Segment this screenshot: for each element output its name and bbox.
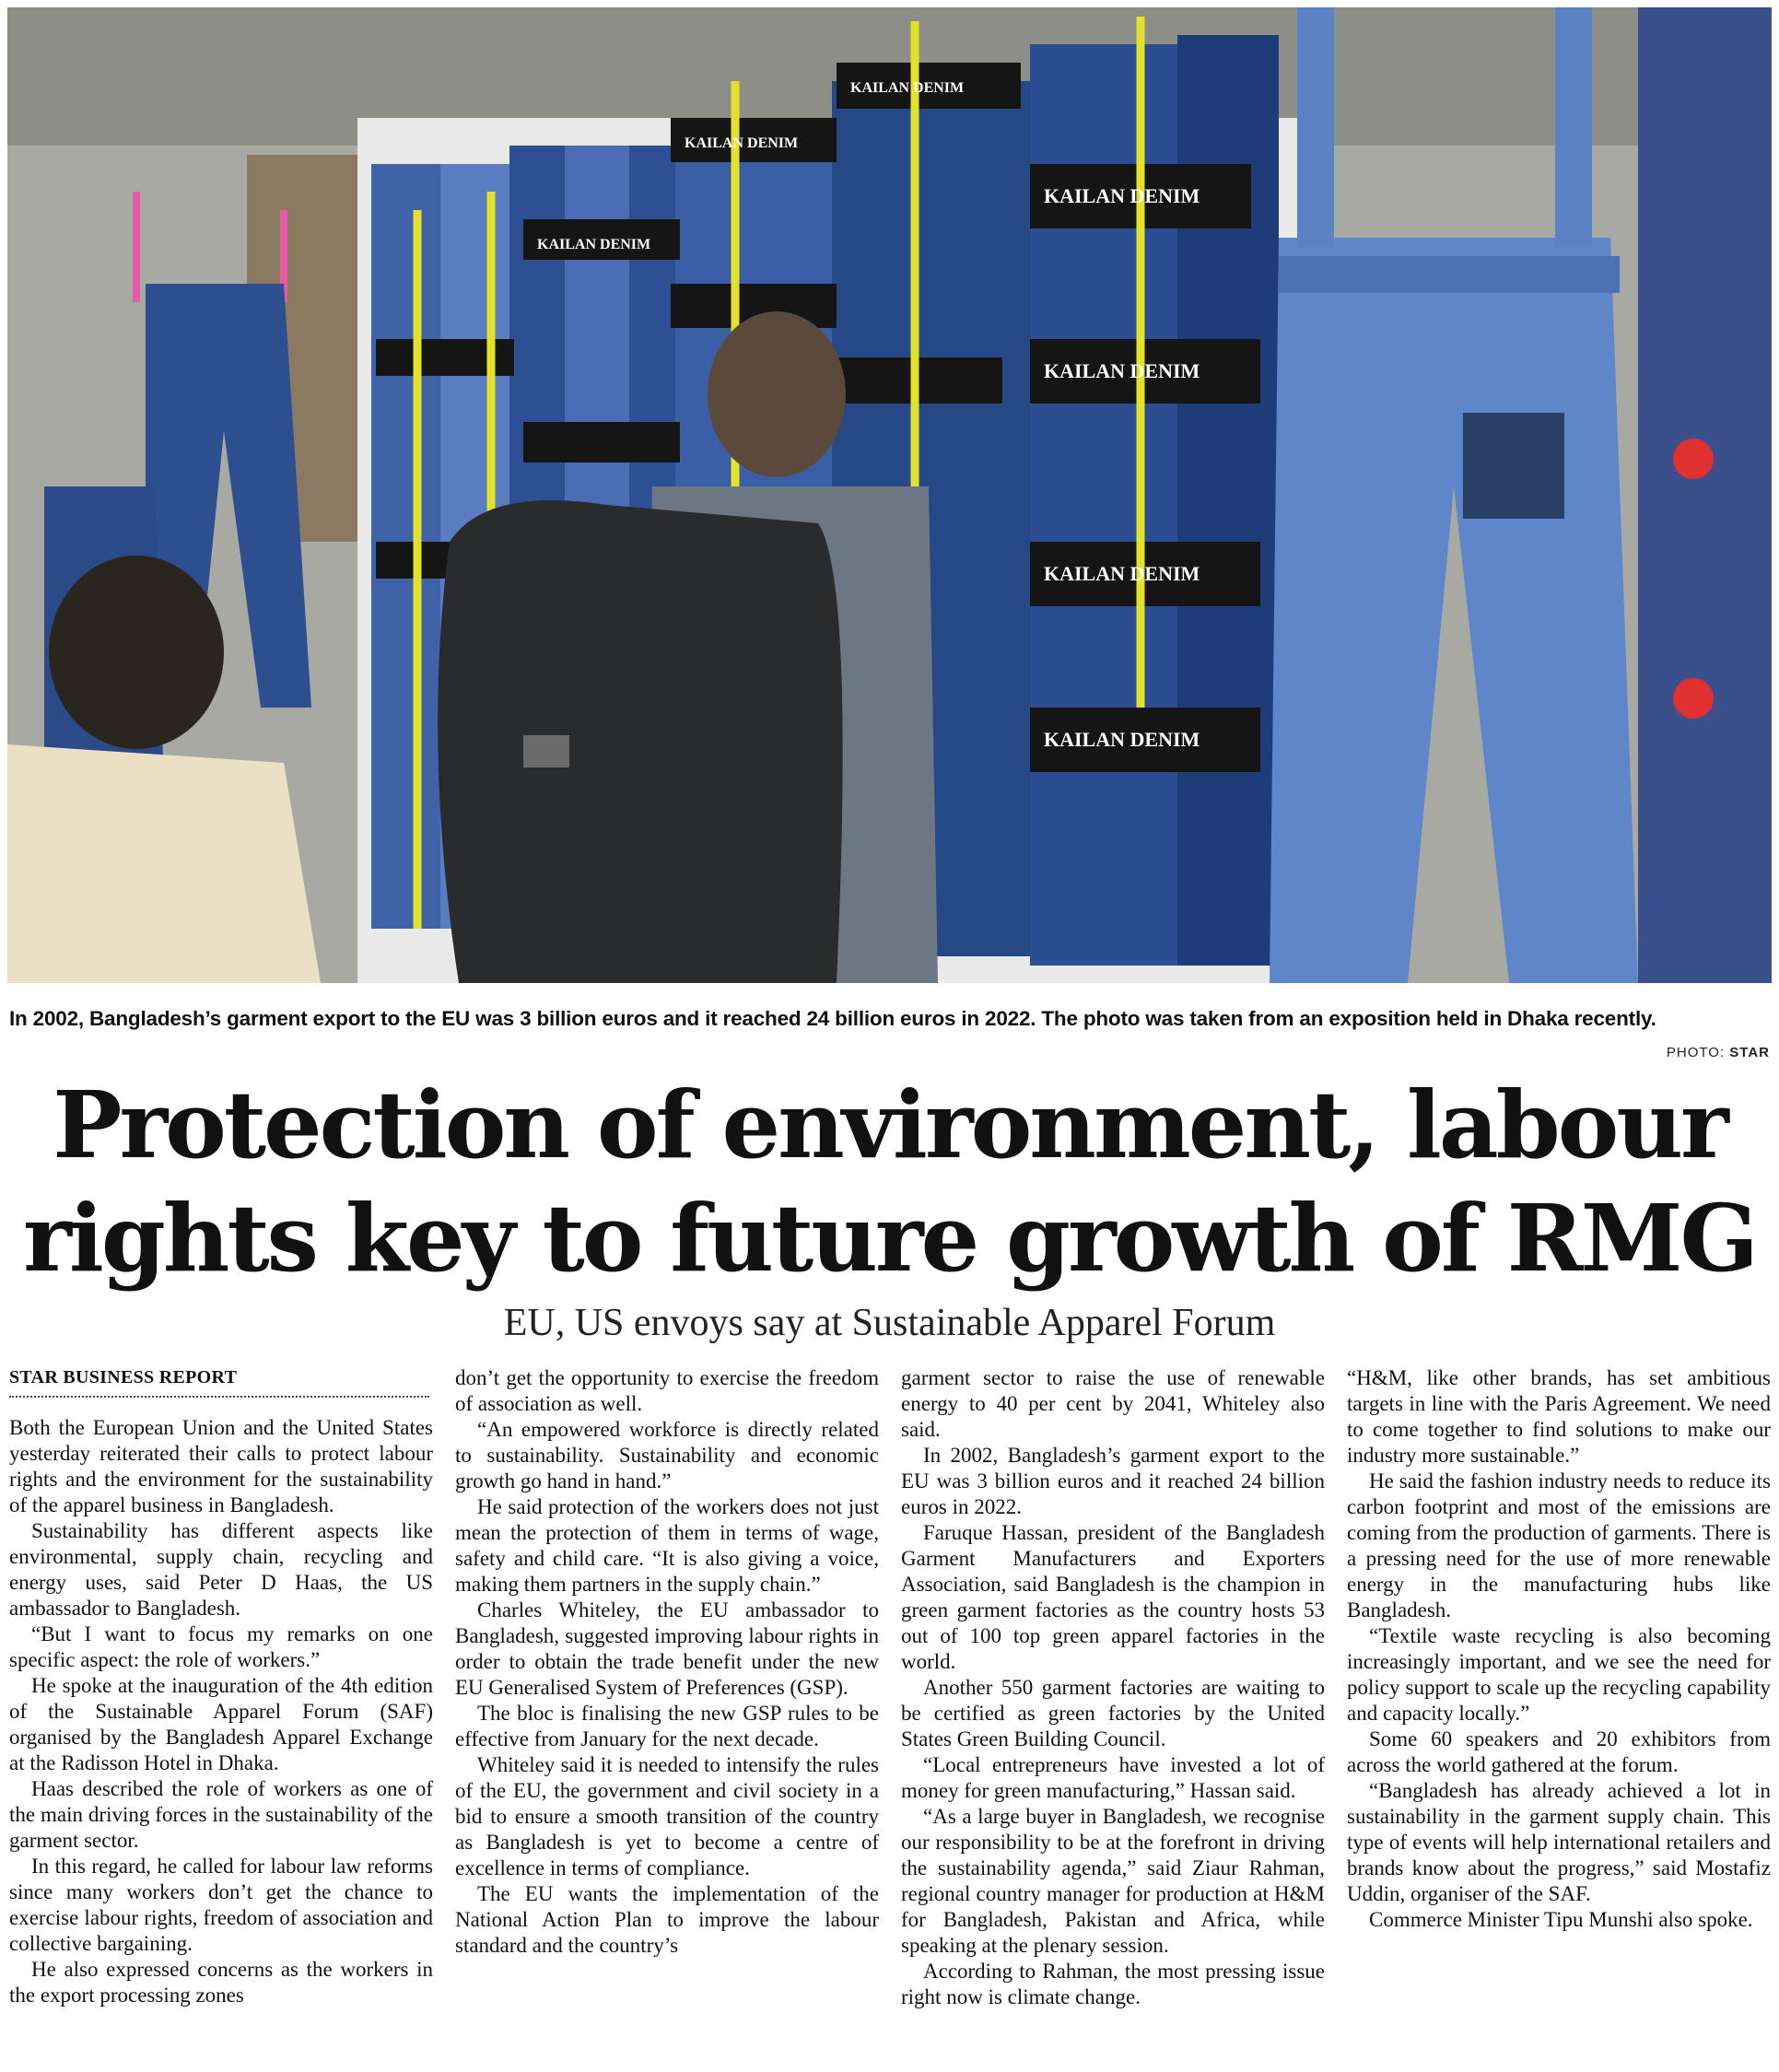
brand-tag-label: KAILAN DENIM [537, 237, 651, 252]
paragraph: The bloc is finalising the new GSP rules to be effective from January for the next decade. [455, 1702, 879, 1750]
paragraph: don’t get the opportunity to exercise the freedom of association as well. [455, 1366, 879, 1415]
brand-tag-label: KAILAN DENIM [1044, 359, 1200, 382]
paragraph: Sustainability has different aspects like environmental, supply chain, recycling and energy uses, said Peter D Haas, the US ambassador to Bangladesh. [9, 1519, 433, 1620]
paragraph: “H&M, like other brands, has set ambitious targets in line with the Paris Agreement. We need to come together to find solutions to make our industry more sustainable.” [1347, 1366, 1771, 1467]
article-column-3 [901, 1365, 1325, 2010]
brand-tag-label: KAILAN DENIM [1044, 728, 1200, 751]
photo-caption: In 2002, Bangladesh’s garment export to the EU was 3 billion euros and it reached 24 billion euros in 2022. The photo was taken from an exposition held in Dhaka recently. [9, 1007, 1656, 1030]
paragraph: “As a large buyer in Bangladesh, we recognise our responsibility to be at the forefront in driving the sustainability agenda,” said Ziaur Rahman, regional country manager for production at H&M for Bangladesh, Pakistan and Africa, while speaking at the plenary session. [901, 1805, 1325, 1957]
paragraph: “An empowered workforce is directly related to sustainability. Sustainability and economic growth go hand in hand.” [455, 1418, 879, 1493]
article-column-1 [9, 1415, 433, 2008]
brand-tag-label: KAILAN DENIM [1044, 562, 1200, 585]
paragraph: Faruque Hassan, president of the Bangladesh Garment Manufacturers and Exporters Association, said Bangladesh is the champion in green garment factories as the country hosts 53 out of 100 top green apparel factories in the world. [901, 1521, 1325, 1673]
paragraph: garment sector to raise the use of renewable energy to 40 per cent by 2041, Whiteley also said. [901, 1366, 1325, 1441]
paragraph: Another 550 garment factories are waiting to be certified as green factories by the United States Green Building Council. [901, 1676, 1325, 1750]
paragraph: Haas described the role of workers as one of the main driving forces in the sustainability of the garment sector. [9, 1777, 433, 1852]
paragraph: The EU wants the implementation of the National Action Plan to improve the labour standard and the country’s [455, 1882, 879, 1957]
paragraph: He said protection of the workers does not just mean the protection of them in terms of wage, safety and child care. “It is also giving a voice, making them partners in the supply chain.” [455, 1495, 879, 1596]
paragraph: He said the fashion industry needs to reduce its carbon footprint and most of the emissions are coming from the production of garments. There is a pressing need for the use of more renewable energy in the manufacturing hubs like Bangladesh. [1347, 1469, 1771, 1621]
paragraph: “Bangladesh has already achieved a lot in sustainability in the garment supply chain. This type of events will help international retailers and brands know about the progress,” said Mostafiz Uddin, organiser of the SAF. [1347, 1779, 1771, 1905]
article-photo [7, 7, 1772, 983]
paragraph: In this regard, he called for labour law reforms since many workers don’t get the chance to exercise labour rights, freedom of association and collective bargaining. [9, 1855, 433, 1955]
headline [0, 1069, 1779, 1295]
paragraph: He spoke at the inauguration of the 4th edition of the Sustainable Apparel Forum (SAF) organised by the Bangladesh Apparel Exchange at the Radisson Hotel in Dhaka. [9, 1674, 433, 1774]
denim-exhibition-photo [7, 7, 1772, 983]
headline-line-1: Protection of environment, labour [53, 1071, 1726, 1179]
paragraph: Whiteley said it is needed to intensify the rules of the EU, the government and civil society in a bid to ensure a smooth transition of the country as Bangladesh is yet to become a centre of excellence in terms of compliance. [455, 1753, 879, 1879]
photo-credit-label: PHOTO: [1666, 1045, 1726, 1060]
paragraph: According to Rahman, the most pressing issue right now is climate change. [901, 1960, 1325, 2008]
paragraph: Charles Whiteley, the EU ambassador to Bangladesh, suggested improving labour rights in order to obtain the trade benefit under the new EU Generalised System of Preferences (GSP). [455, 1598, 879, 1699]
paragraph: Some 60 speakers and 20 exhibitors from across the world gathered at the forum. [1347, 1727, 1771, 1776]
headline-line-2: rights key to future growth of RMG [23, 1184, 1756, 1293]
article-column-2 [455, 1365, 879, 1959]
photo-credit [1667, 1045, 1770, 1060]
paragraph: Both the European Union and the United States yesterday reiterated their calls to protect labour rights and the environment for the sustainability of the apparel business in Bangladesh. [9, 1416, 433, 1516]
photo-credit-source: STAR [1729, 1045, 1770, 1060]
paragraph: He also expressed concerns as the workers in the export processing zones [9, 1958, 433, 2007]
brand-tag-label: KAILAN DENIM [1044, 184, 1200, 207]
subheadline: EU, US envoys say at Sustainable Apparel Forum [503, 1302, 1276, 1344]
article-column-4 [1347, 1365, 1771, 1933]
byline: STAR BUSINESS REPORT [9, 1367, 429, 1398]
paragraph: Commerce Minister Tipu Munshi also spoke. [1369, 1908, 1753, 1931]
paragraph: “Local entrepreneurs have invested a lot of money for green manufacturing,” Hassan said. [901, 1753, 1325, 1802]
paragraph: “But I want to focus my remarks on one specific aspect: the role of workers.” [9, 1622, 433, 1671]
paragraph: “Textile waste recycling is also becoming increasingly important, and we see the need for policy support to scale up the recycling capability and capacity locally.” [1347, 1624, 1771, 1725]
paragraph: In 2002, Bangladesh’s garment export to the EU was 3 billion euros and it reached 24 billion euros in 2022. [901, 1444, 1325, 1518]
brand-tag-label: KAILAN DENIM [685, 135, 799, 151]
brand-tag-label: KAILAN DENIM [850, 80, 965, 96]
